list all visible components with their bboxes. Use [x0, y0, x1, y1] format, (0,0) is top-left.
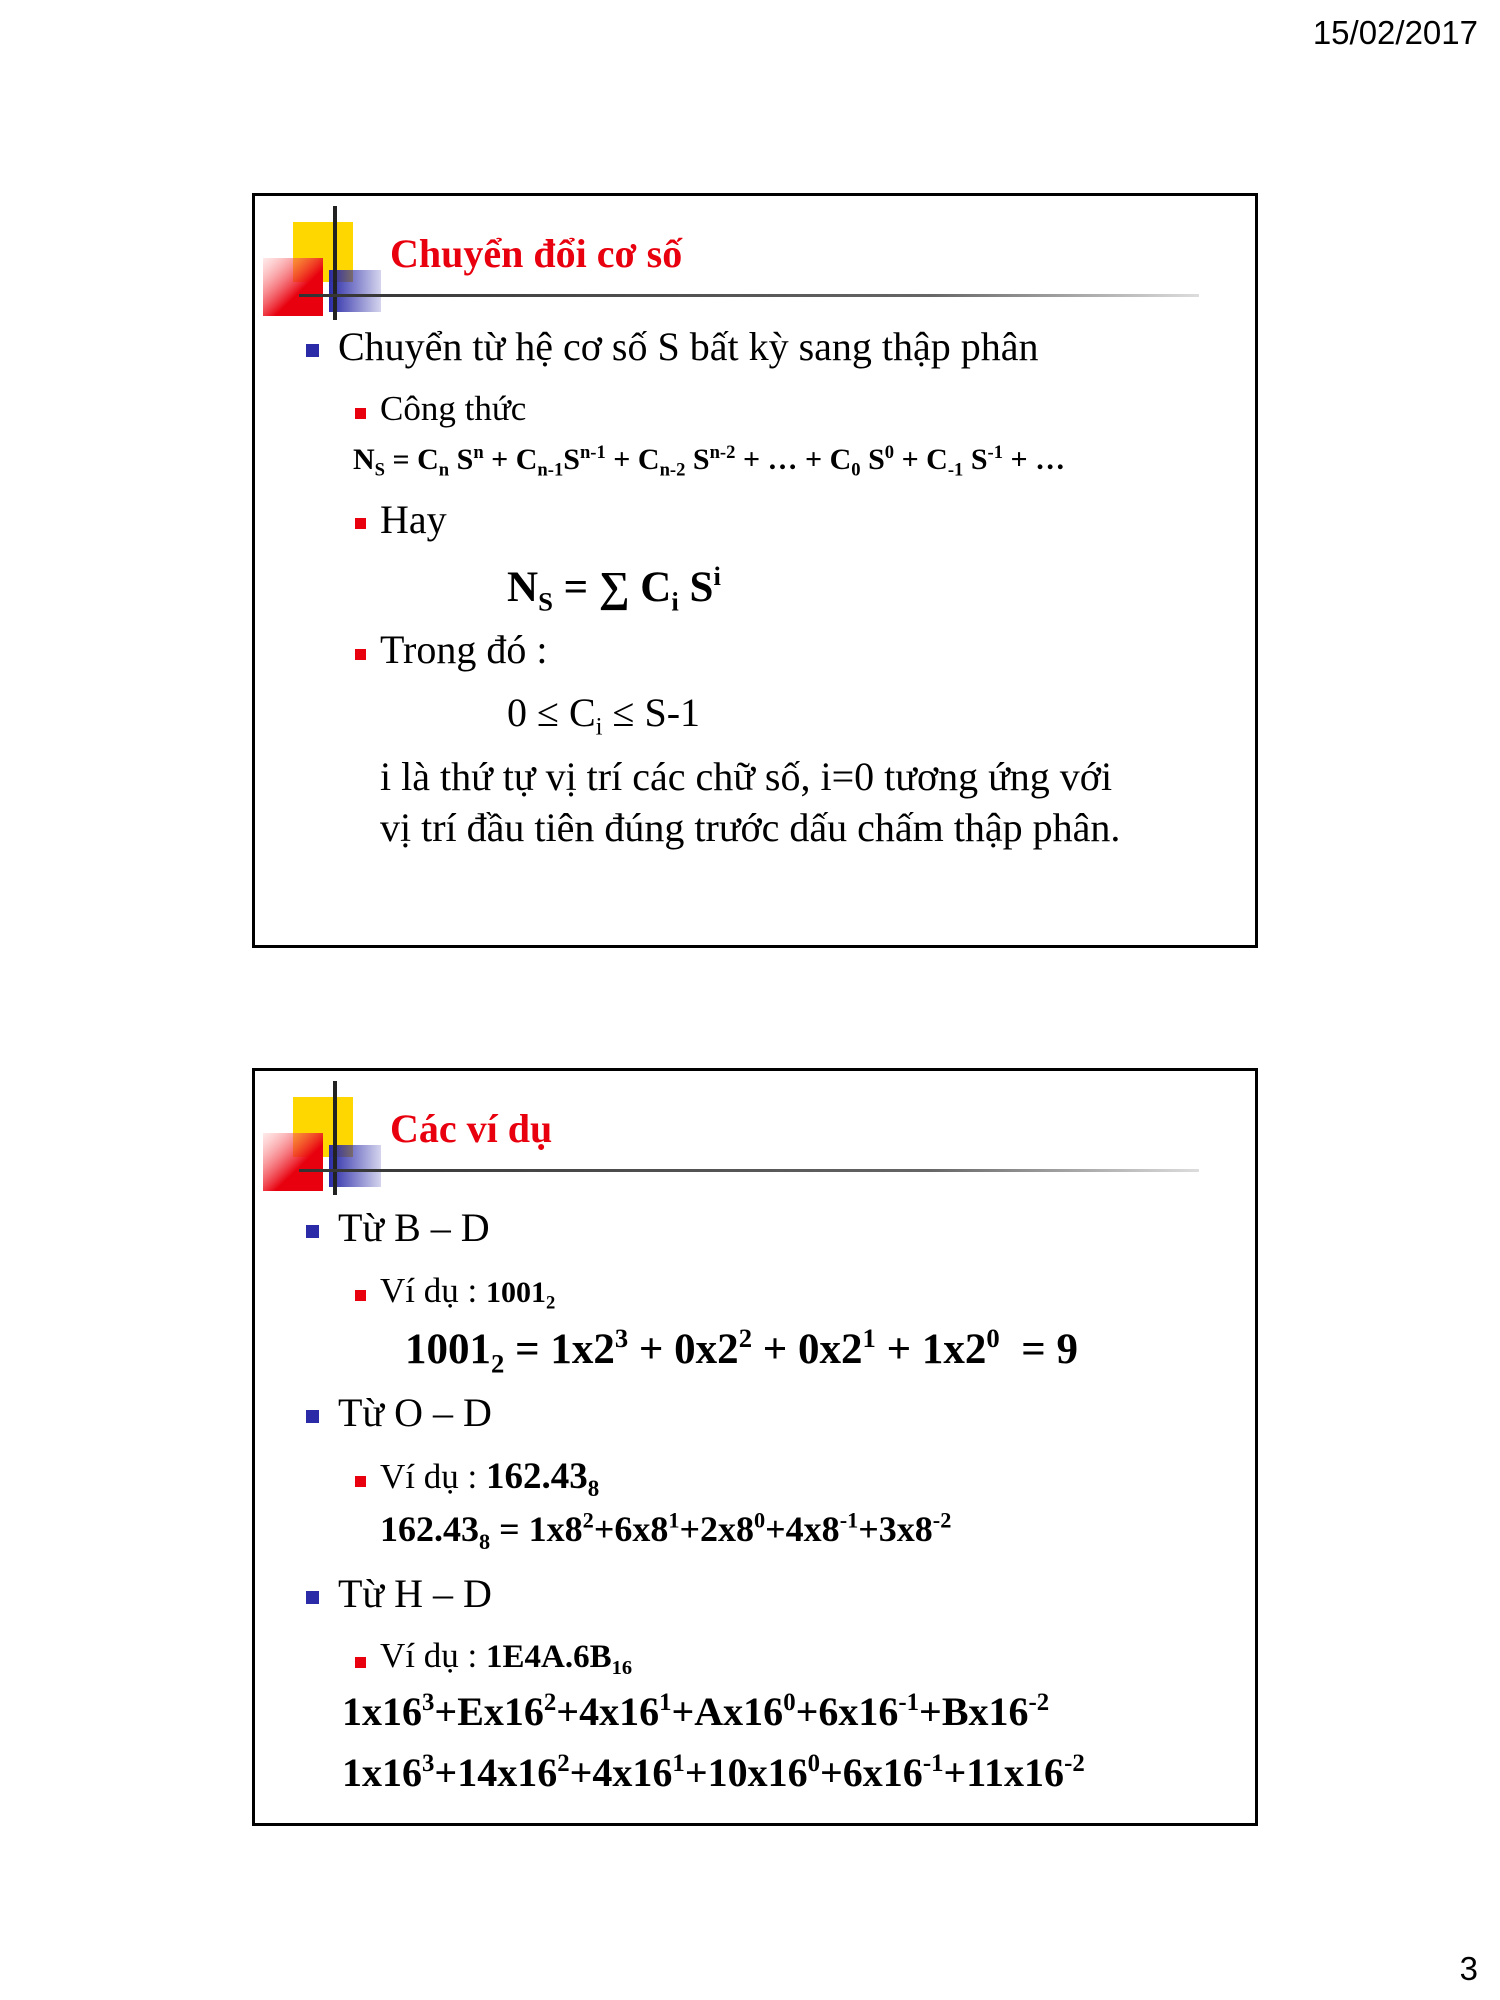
bullet-square-icon: [355, 518, 366, 529]
subbullet-text: Hay: [380, 497, 447, 542]
bullet-text: Từ O – D: [338, 1390, 492, 1435]
bullet-square-icon: [355, 1476, 366, 1487]
sum-formula: $N_S$ = ∑ $C_i$ $S^i$: [507, 561, 721, 617]
bullet-square-icon: [306, 344, 319, 357]
bullet-text: Chuyển từ hệ cơ số S bất kỳ sang thập phân: [338, 324, 1039, 369]
general-formula: $N_S = C_n$ $S^n + C_{n-1}S^{n-1} + C_{n-2}$ $S^{n-2}$ + … + $C_0$ $S^0 + C_{-1}$ $S^{-1}$ + …: [353, 441, 1066, 481]
bullet-square-icon: [306, 1410, 319, 1423]
bullet-square-icon: [355, 1290, 366, 1301]
bullet-square-icon: [355, 1657, 366, 1668]
constraint: $0 \le C_i \le S-1$: [507, 690, 701, 741]
example-calc: $162.43_8 = 1x8^2+6x8^1+2x8^0+4x8^{-1}+3x8^{-2}$: [380, 1507, 952, 1554]
explanation-line: i là thứ tự vị trí các chữ số, i=0 tương ứng với: [380, 754, 1113, 799]
example-label: Ví dụ : $1E4A.6B_{16}$: [380, 1636, 633, 1680]
bullet-text: Từ B – D: [338, 1205, 490, 1250]
explanation-line: vị trí đầu tiên đúng trước dấu chấm thập phân.: [380, 805, 1121, 850]
subbullet-text: Công thức: [380, 389, 527, 428]
page-date: 15/02/2017: [1312, 14, 1478, 51]
example-label: Ví dụ : $1001_2$: [380, 1271, 556, 1314]
example-calc: $1x16^3+14x16^2+4x16^1+10x16^0+6x16^{-1}+11x16^{-2}$: [342, 1750, 1085, 1795]
bullet-text: Từ H – D: [338, 1571, 492, 1616]
bullet-square-icon: [355, 649, 366, 660]
slide-examples: [252, 1068, 1258, 1826]
subbullet-text: Trong đó :: [380, 627, 548, 672]
slide-base-conversion: [252, 193, 1258, 948]
bullet-square-icon: [306, 1225, 319, 1238]
example-label: Ví dụ : $162.43_8$: [380, 1456, 600, 1502]
slide-title: Các ví dụ: [390, 1106, 553, 1151]
bullet-square-icon: [306, 1591, 319, 1604]
example-calc: $1001_2 = 1x2^3 + 0x2^2 + 0x2^1 + 1x2^0 = 9$: [405, 1323, 1078, 1379]
slide-title: Chuyển đổi cơ số: [390, 231, 683, 276]
bullet-square-icon: [355, 408, 366, 419]
page-number: 3: [1459, 1950, 1478, 1987]
example-calc: $1x16^3+Ex16^2+4x16^1+Ax16^0+6x16^{-1}+Bx16^{-2}$: [342, 1689, 1050, 1734]
